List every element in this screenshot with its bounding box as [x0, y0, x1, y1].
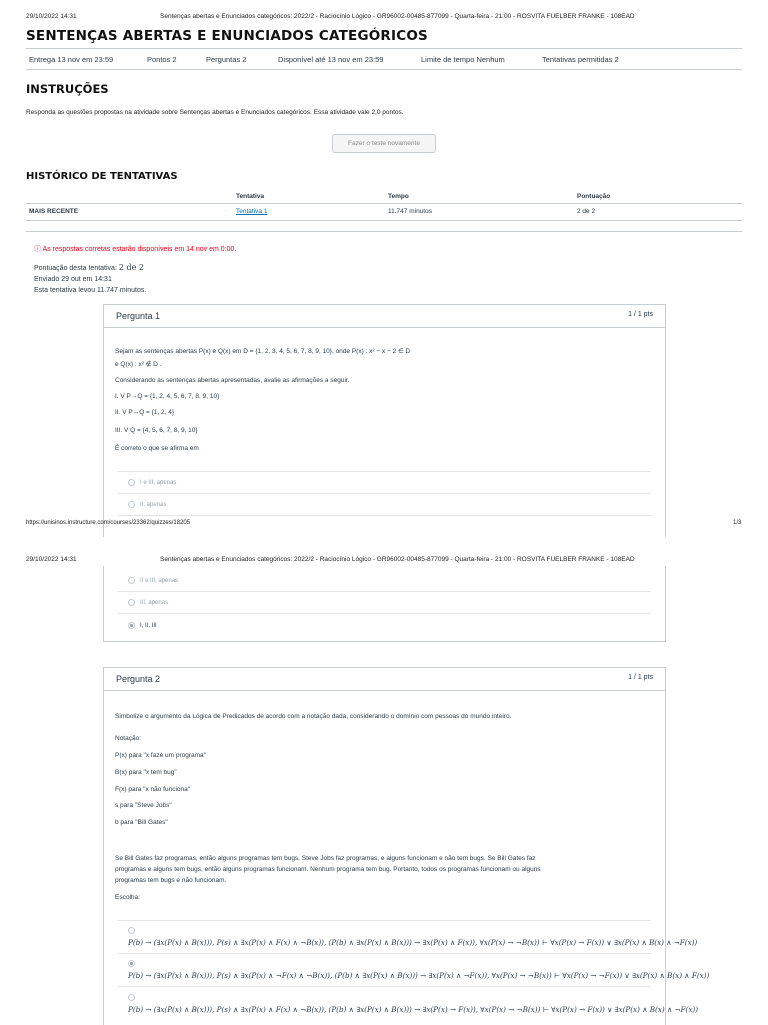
page-title: SENTENÇAS ABERTAS E ENUNCIADOS CATEGÓRICOS [26, 28, 428, 44]
question-2-argument-line-2: programas e alguns tem bugs, então alguns programas funcionam. Nenhum programa tem bug. Portanto, todos os programas funcionam ou alguns [115, 866, 541, 873]
history-row-score: 2 de 2 [577, 208, 596, 215]
question-2-card [103, 667, 710, 1025]
question-2-option-3-formula: P(b) → (∃x(P(x) ∧ B(x))), P(s) ∧ ∃x(P(x) ∧ F(x) ∧ ¬B(x)), (P(b) ∧ ∃x(P(x) ∧ B(x))) → ∃x(P(x) → F(x)), ∀x(P(x) → ¬B(x)) ⊢ ∀x(P(x) → F(x)) ∨ ∃x(P(x) ∧ B(x) ∧ ¬F(x)) [128, 1005, 698, 1014]
history-attempt-link[interactable]: Tentativa 1 [236, 208, 268, 215]
radio-icon [128, 577, 135, 584]
question-2-option-2-radio-selected[interactable] [128, 960, 135, 967]
option-label: II, apenas [140, 502, 167, 509]
question-2-title: Pergunta 2 [116, 674, 161, 684]
question-1-item-1: I. V P→Q = {1, 2, 4, 5, 6, 7, 8, 9, 10} [115, 393, 220, 400]
question-1-points: 1 / 1 pts [628, 311, 653, 318]
print-datetime: 29/10/2022 14:31 [26, 13, 77, 20]
history-col-time: Tempo [388, 193, 409, 200]
attempt-duration: Esta tentativa levou 11.747 minutos. [34, 287, 147, 294]
attempt-score-line [34, 262, 146, 274]
question-2-option-1-radio[interactable] [128, 927, 135, 934]
history-row-label: MAIS RECENTE [29, 208, 79, 215]
attempt-score-value: 2 de 2 [118, 263, 144, 272]
quiz-meta-bar [26, 48, 742, 70]
history-col-attempt: Tentativa [236, 193, 265, 200]
answers-availability-alert: ⓘ As respostas corretas estarão disponíveis em 14 nov em 0:00. [34, 246, 237, 253]
print-footer-url: https://unisinos.instructure.com/courses/23362/quizzes/18205 [26, 520, 191, 526]
question-2-notation-bg: b para "Bill Gates" [115, 819, 168, 826]
question-1-option-4[interactable] [128, 599, 168, 606]
radio-icon [128, 501, 135, 508]
retake-quiz-button[interactable]: Fazer o teste novamente [332, 134, 436, 153]
question-1-title: Pergunta 1 [116, 311, 161, 321]
attempt-submitted: Enviado 29 out em 14:31 [34, 276, 112, 283]
question-1-option-5-selected[interactable] [128, 622, 157, 629]
option-label: II e III, apenas [140, 578, 179, 585]
history-heading: HISTÓRICO DE TENTATIVAS [26, 171, 178, 182]
attempt-summary [34, 262, 146, 296]
question-1-option-3[interactable] [128, 577, 178, 584]
radio-selected-icon [128, 622, 135, 629]
question-2-notation-f: F(x) para "x não funciona" [115, 786, 191, 793]
history-col-score: Pontuação [577, 193, 611, 200]
option-label: I, II, III [140, 623, 157, 630]
question-1-option-2[interactable] [128, 501, 166, 508]
print-header-title: Sentenças abertas e Enunciados categóricos: 2022/2 - Raciocínio Lógico - GR96002-00485-877099 - Quarta-feira - 21:00 - ROSVITA FUELBER FRANKE - 108EAD [160, 13, 635, 20]
question-2-points: 1 / 1 pts [628, 674, 653, 681]
question-1-item-3: III. V Q = {4, 5, 6, 7, 8, 9, 10} [115, 427, 198, 434]
question-2-notation-label: Notação: [115, 735, 142, 742]
question-2-intro: Simbolize o argumento da Lógica de Predicados de acordo com a notação dada, considerando o domínio com pessoas do mundo inteiro. [115, 713, 512, 720]
question-2-option-2-formula: P(b) → (∃x(P(x) ∧ B(x))), P(s) ∧ ∃x(P(x) ∧ ¬F(x) ∧ ¬B(x)), (P(b) ∧ ∃x(P(x) ∧ B(x))) → ∃x(P(x) ∧ ¬F(x)), ∀x(P(x) → ¬B(x)) ⊢ ∀x(P(x) → ¬F(x)) ∨ ∃x(P(x) ∧ B(x) ∧ F(x)) [128, 971, 710, 980]
attempt-score-label: Pontuação desta tentativa: [34, 265, 117, 272]
radio-icon [128, 479, 135, 486]
question-2-notation-p: P(x) para "x fazé um programa" [115, 752, 206, 759]
question-2-choose-label: Escolha: [115, 894, 140, 901]
question-2-option-1-formula: P(b) → (∃x(P(x) ∧ B(x))), P(s) ∧ ∃x(P(x) ∧ F(x) ∧ ¬B(x)), (P(b) ∧ ∃x(P(x) ∧ B(x))) → ∃x(P(x) ∧ F(x)), ∀x(P(x) → ¬B(x)) ⊢ ∀x(P(x) → F(x)) ∨ ∃x(P(x) ∧ B(x) ∧ ¬F(x)) [128, 938, 698, 947]
meta-perguntas: Perguntas 2 [206, 55, 247, 64]
question-2-argument-line-3: programas tem bugs e não funcionam. [115, 877, 227, 884]
question-2-argument-line-1: Se Bill Gates faz programas, então alguns programas tem bugs. Steve Jobs faz programas, e alguns funcionam e não tem bugs. Se Bill Gates faz [115, 855, 536, 862]
question-1-header [104, 305, 665, 328]
question-1-card-continued [103, 566, 666, 642]
question-2-notation-s: s para "Steve Jobs" [115, 802, 172, 809]
question-2-option-3-radio[interactable] [128, 994, 135, 1001]
question-1-item-2: II. V P↔Q = {1, 2, 4} [115, 409, 175, 416]
instrucoes-text: Responda as questões propostas na atividade sobre Sentenças abertas e Enunciados categóricos. Essa atividade vale 2,0 pontos. [26, 109, 404, 116]
print-footer-page: 1/3 [733, 520, 742, 526]
meta-disponivel: Disponível até 13 nov em 23:59 [278, 55, 384, 64]
meta-entrega: Entrega 13 nov em 23:59 [29, 55, 114, 64]
question-1-stem-b: e Q(x) : x² ∉ D . [115, 361, 162, 368]
question-1-card [103, 304, 666, 537]
question-2-header [104, 668, 665, 691]
question-1-stem-a: Sejam as sentenças abertas P(x) e Q(x) em D = {1, 2, 3, 4, 5, 6, 7, 8, 9, 10}, onde P(x) : x² − x − 2 ∈ D [115, 348, 411, 355]
question-1-stem-c: Considerando as sentenças abertas apresentadas, avalie as afirmações a seguir. [115, 377, 350, 384]
radio-icon [128, 599, 135, 606]
print-header-title-page2: Sentenças abertas e Enunciados categóricos: 2022/2 - Raciocínio Lógico - GR96002-00485-877099 - Quarta-feira - 21:00 - ROSVITA FUELBER FRANKE - 108EAD [160, 556, 635, 563]
meta-limite: Limite de tempo Nenhum [421, 55, 505, 64]
meta-tentativas: Tentativas permitidas 2 [542, 55, 619, 64]
meta-pontos: Pontos 2 [147, 55, 177, 64]
history-row-time: 11.747 minutos [388, 208, 432, 215]
print-datetime-page2: 29/10/2022 14:31 [26, 556, 77, 563]
question-2-notation-b: B(x) para "x tem bug" [115, 769, 177, 776]
option-label: I e III, apenas [140, 480, 177, 487]
question-1-option-1[interactable] [128, 479, 176, 486]
question-1-stem-d: É correto o que se afirma em [115, 445, 199, 452]
option-label: III, apenas [140, 600, 169, 607]
instrucoes-heading: INSTRUÇÕES [26, 82, 109, 96]
